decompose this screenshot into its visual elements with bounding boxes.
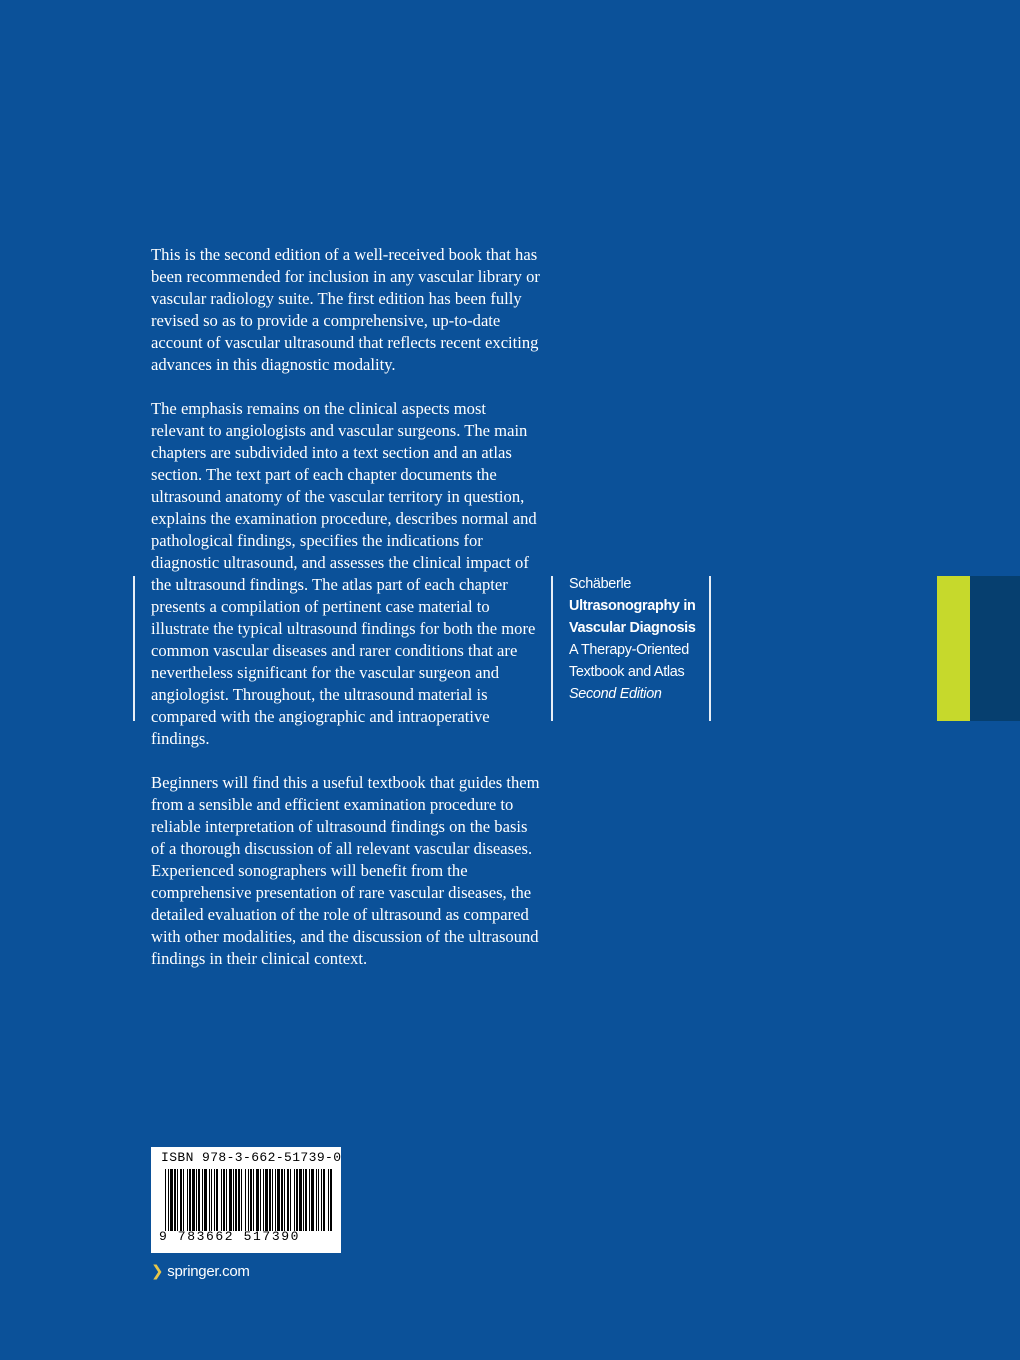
publisher-link[interactable] (151, 1262, 250, 1280)
chevron-right-icon: ❯ (151, 1263, 164, 1280)
isbn-label: ISBN 978-3-662-51739-0 (161, 1150, 342, 1165)
isbn-barcode (151, 1147, 341, 1253)
author-name: Schäberle (569, 576, 632, 592)
publisher-website: springer.com (167, 1263, 250, 1280)
barcode-digits: 9 783662 517390 (159, 1229, 301, 1244)
blurb-paragraph-3: Beginners will find this a useful textbook that guides them from a sensible and efficient examination procedure to reliable interpretation of ultrasound findings on the basis of a thorough discussion of all relevant vascular diseases. Experienced sonographers will benefit from the comprehensive presentation of rare vascular diseases, the detailed evaluation of the role of ultrasound as compared with other modalities, and the discussion of the ultrasound findings in their clinical context. (151, 773, 540, 968)
divider-middle (551, 576, 553, 721)
dark-spine-stripe (970, 576, 1020, 721)
divider-right (709, 576, 711, 721)
book-info (569, 573, 709, 705)
book-subtitle-line-2: Textbook and Atlas (569, 664, 685, 680)
back-cover-blurb (151, 244, 543, 992)
blurb-paragraph-1: This is the second edition of a well-received book that has been recommended for inclusion in any vascular library or vascular radiology suite. The first edition has been fully revised so as to provide a comprehensive, up-to-date account of vascular ultrasound that reflects recent exciting advances in this diagnostic modality. (151, 245, 540, 374)
green-spine-stripe (937, 576, 970, 721)
book-subtitle-line-1: A Therapy-Oriented (569, 642, 689, 658)
book-edition: Second Edition (569, 686, 662, 702)
book-title-line-1: Ultrasonography in (569, 598, 696, 614)
divider-left (133, 576, 135, 721)
barcode-bars (159, 1169, 337, 1231)
book-title-line-2: Vascular Diagnosis (569, 620, 696, 636)
blurb-paragraph-2: The emphasis remains on the clinical aspects most relevant to angiologists and vascular surgeons. The main chapters are subdivided into a text section and an atlas section. The text part of each chapter documents the ultrasound anatomy of the vascular territory in question, explains the examination procedure, describes normal and pathological findings, specifies the indications for diagnostic ultrasound, and assesses the clinical impact of the ultrasound findings. The atlas part of each chapter presents a compilation of pertinent case material to illustrate the typical ultrasound findings for both the more common vascular diseases and rarer conditions that are nevertheless significant for the vascular surgeon and angiologist. Throughout, the ultrasound material is compared with the angiographic and intraoperative findings. (151, 399, 537, 748)
